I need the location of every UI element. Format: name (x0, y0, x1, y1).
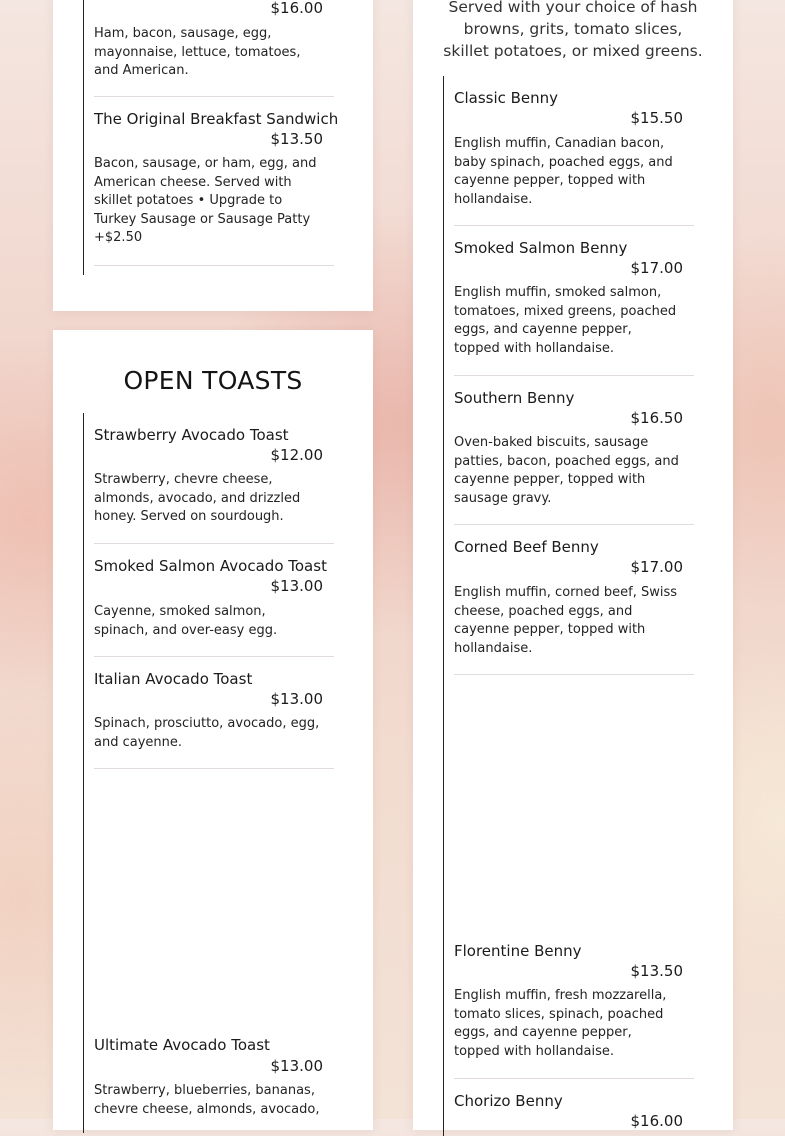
menu-item-name[interactable]: Southern Benny (454, 389, 575, 407)
item-divider (94, 543, 334, 544)
section-title: OPEN TOASTS (123, 366, 303, 395)
menu-item-description: Strawberry, blueberries, bananas, chevre cheese, almonds, avocado, (94, 1083, 320, 1117)
menu-item-name[interactable]: The Original Breakfast Sandwich (94, 110, 339, 128)
menu-item-description: Bacon, sausage, or ham, egg, and American cheese. Served with skillet potatoes • Upgrade to Turkey Sausage or Sausage Patty +$2.50 (94, 156, 317, 246)
item-divider (454, 674, 694, 675)
menu-item-name[interactable]: Ultimate Avocado Toast (94, 1036, 270, 1054)
item-divider (454, 1078, 694, 1079)
section-rule (83, 413, 84, 1133)
menu-item-price: $16.00 (270, 0, 323, 17)
item-divider (454, 524, 694, 525)
menu-item-name[interactable]: Italian Avocado Toast (94, 670, 253, 688)
item-divider (94, 768, 334, 769)
menu-item-description: English muffin, smoked salmon, tomatoes, mixed greens, poached eggs, and cayenne pepper, topped with hollandaise. (454, 285, 677, 356)
menu-item-name[interactable]: Corned Beef Benny (454, 538, 599, 556)
menu-item-price: $13.00 (270, 1057, 323, 1075)
menu-item-price: $16.00 (630, 1112, 683, 1130)
benedicts-card (413, 0, 733, 1130)
left-top-menu-card (53, 0, 373, 311)
section-rule (443, 76, 444, 1136)
menu-item-name[interactable]: Chorizo Benny (454, 1092, 563, 1110)
menu-item-name[interactable]: Smoked Salmon Benny (454, 239, 628, 257)
menu-item-description: Spinach, prosciutto, avocado, egg, and cayenne. (94, 716, 320, 750)
menu-item-price: $17.00 (630, 259, 683, 277)
menu-item-price: $15.50 (630, 109, 683, 127)
menu-item-price: $13.00 (270, 690, 323, 708)
item-divider (454, 225, 694, 226)
item-divider (94, 96, 334, 97)
menu-item-name[interactable]: Strawberry Avocado Toast (94, 426, 289, 444)
menu-item-price: $13.50 (630, 962, 683, 980)
menu-item-description: English muffin, fresh mozzarella, tomato slices, spinach, poached eggs, and cayenne pepper, topped with hollandaise. (454, 988, 667, 1059)
open-toasts-card (53, 330, 373, 1130)
item-divider (94, 265, 334, 266)
menu-item-price: $17.00 (630, 558, 683, 576)
menu-item-description: Ham, bacon, sausage, egg, mayonnaise, lettuce, tomatoes, and American. (94, 26, 301, 79)
menu-item-price: $12.00 (270, 446, 323, 464)
menu-item-price: $13.00 (270, 577, 323, 595)
item-divider (94, 656, 334, 657)
menu-item-description: Strawberry, chevre cheese, almonds, avocado, and drizzled honey. Served on sourdough. (94, 472, 301, 525)
menu-item-name[interactable]: Florentine Benny (454, 942, 582, 960)
menu-item-name[interactable]: Smoked Salmon Avocado Toast (94, 557, 327, 575)
menu-item-description: English muffin, corned beef, Swiss cheese, poached eggs, and cayenne pepper, topped with hollandaise. (454, 585, 678, 656)
section-rule (83, 0, 84, 275)
menu-item-description: Cayenne, smoked salmon, spinach, and over-easy egg. (94, 604, 278, 638)
menu-item-description: Oven-baked biscuits, sausage patties, bacon, poached eggs, and cayenne pepper, topped with sausage gravy. (454, 435, 679, 506)
menu-item-price: $13.50 (270, 130, 323, 148)
menu-item-price: $16.50 (630, 409, 683, 427)
section-intro: Served with your choice of hash browns, grits, tomato slices, skillet potatoes, or mixed greens. (443, 0, 703, 60)
item-divider (454, 375, 694, 376)
menu-item-description: English muffin, Canadian bacon, baby spinach, poached eggs, and cayenne pepper, topped with hollandaise. (454, 136, 673, 207)
menu-item-name[interactable]: Classic Benny (454, 89, 559, 107)
